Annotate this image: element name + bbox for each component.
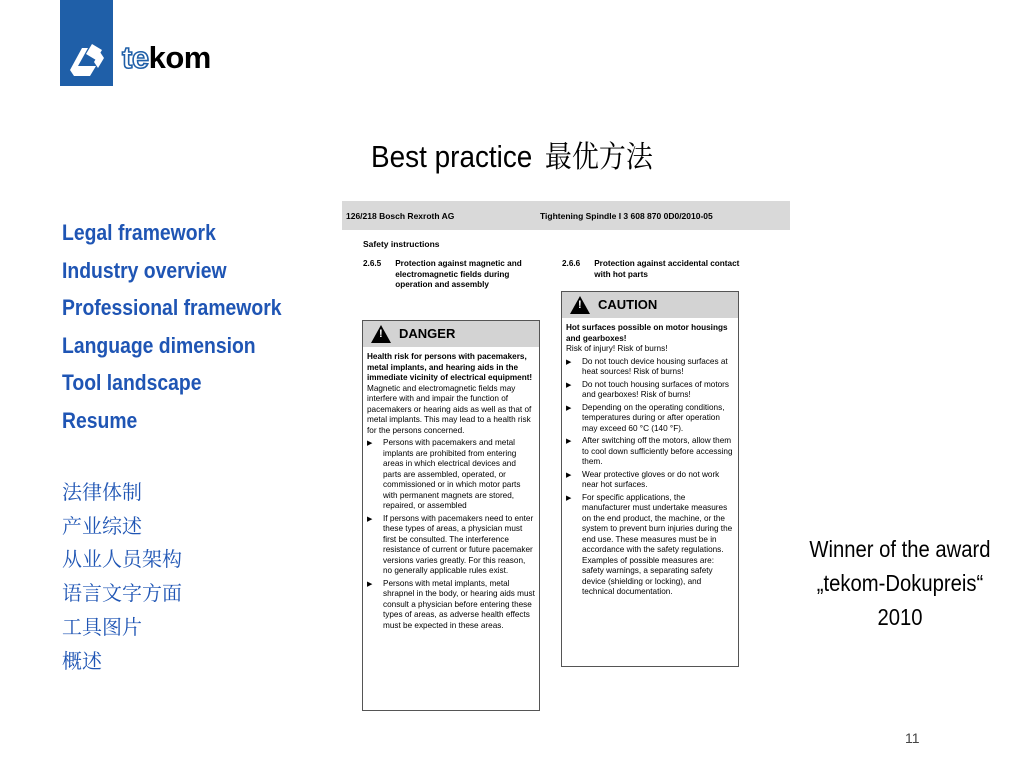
topic-item: Resume: [62, 407, 138, 433]
bullet-arrow-icon: ▶: [566, 438, 572, 445]
topic-item: Legal framework: [62, 220, 216, 245]
danger-banner: ! DANGER: [363, 321, 539, 347]
award-caption: Winner of the award „tekom-Dokupreis“ 2010: [809, 536, 991, 630]
caution-panel: [561, 291, 739, 667]
logo-wordmark: tekom: [122, 40, 211, 75]
tekom-logo-icon: [66, 40, 107, 80]
document-header: [342, 201, 790, 230]
bullet-arrow-icon: ▶: [367, 440, 373, 447]
bullet-arrow-icon: ▶: [566, 494, 572, 502]
bullet-arrow-icon: ▶: [566, 381, 572, 389]
safety-heading: Safety instructions: [363, 239, 440, 249]
danger-lead: Health risk for persons with pacemakers, metal implants, and hearing aids in the immediate vicinity of electrical equipment!: [367, 352, 533, 382]
section-2-6-5: 2.6.5 Protection against magnetic and electromagnetic fields during operation and assembly: [363, 259, 522, 289]
topic-item-zh: 法律体制: [62, 480, 142, 504]
warning-triangle-icon: !: [570, 296, 590, 314]
title-chinese: 最优方法: [544, 140, 653, 175]
header-left: 126/218 Bosch Rexroth AG: [346, 211, 455, 221]
caution-intro: Risk of injury! Risk of burns!: [566, 344, 668, 353]
list-item: ▶ Wear protective gloves or do not work near hot surfaces.: [566, 469, 720, 489]
title-english: Best practice: [371, 139, 533, 174]
danger-panel: [362, 320, 540, 711]
warning-triangle-icon: !: [371, 325, 391, 343]
list-item: ▶ After switching off the motors, allow them to cool down sufficiently before accessing them.: [566, 436, 733, 466]
list-item: ▶ Do not touch housing surfaces of motors and gearboxes! Risk of burns!: [566, 379, 729, 399]
topic-item: Industry overview: [62, 257, 227, 283]
topic-list-chinese: [62, 476, 182, 678]
topic-item: Tool landscape: [62, 370, 202, 396]
caution-banner: ! CAUTION: [562, 292, 738, 318]
bullet-arrow-icon: ▶: [566, 358, 572, 366]
topic-item: Language dimension: [62, 332, 256, 358]
tekom-logo-mark: [60, 0, 113, 86]
topic-list-english: [62, 214, 311, 440]
header-right: Tightening Spindle I 3 608 870 0D0/2010-05: [540, 211, 713, 221]
topic-item-zh: 工具图片: [62, 614, 142, 639]
topic-item-zh: 概述: [62, 648, 102, 673]
page-title: [51, 132, 973, 176]
section-2-6-6: 2.6.6 Protection against accidental contact with hot parts: [562, 259, 740, 279]
bullet-arrow-icon: ▶: [566, 404, 572, 412]
list-item: ▶ Do not touch device housing surfaces at heat sources! Risk of burns!: [566, 356, 728, 376]
topic-item-zh: 语言文字方面: [62, 581, 182, 606]
bullet-arrow-icon: ▶: [367, 580, 373, 588]
bullet-arrow-icon: ▶: [566, 471, 572, 479]
topic-item-zh: 从业人员架构: [62, 547, 182, 572]
bullet-arrow-icon: ▶: [367, 515, 373, 523]
topic-item-zh: 产业综述: [62, 513, 142, 538]
list-item: ▶ Depending on the operating conditions, temperatures during or after operation may exceed 60 °C (140 °F).: [566, 402, 725, 433]
page-number: 11: [905, 730, 920, 746]
list-item: ▶ If persons with pacemakers need to enter these types of areas, a physician must first be consulted. The interference resistance of current or future pacemaker versions varies greatly. For this reason, no generally applicable rules exist.: [367, 513, 534, 575]
danger-intro: Magnetic and electromagnetic fields may interfere with and impair the function of pacemakers or hearing aids as well as that of metal implants. This may lead to a health risk for the persons concerned.: [367, 383, 532, 435]
caution-lead: Hot surfaces possible on motor housings and gearboxes!: [566, 323, 728, 343]
document-excerpt: [342, 201, 790, 711]
list-item: ▶ For specific applications, the manufacturer must undertake measures on the end product, the machine, or the system to prevent burn injuries during the end use. These measures must be in accordance with the safety regulations. Examples of possible measures are: safety warnings, a separating safety device (shielding or locking), and technical documentation.: [566, 492, 733, 596]
list-item: ▶ Persons with pacemakers and metal implants are prohibited from entering areas in which electrical devices and parts are assembled, operated, or commissioned or in which motor parts with permanent magnets are stored, repaired, or assembled: [367, 438, 521, 510]
list-item: ▶ Persons with metal implants, metal shrapnel in the body, or hearing aids must consult a physician before entering these types of areas, as adverse health effects must be expected in these areas.: [367, 578, 535, 630]
topic-item: Professional framework: [62, 295, 282, 321]
